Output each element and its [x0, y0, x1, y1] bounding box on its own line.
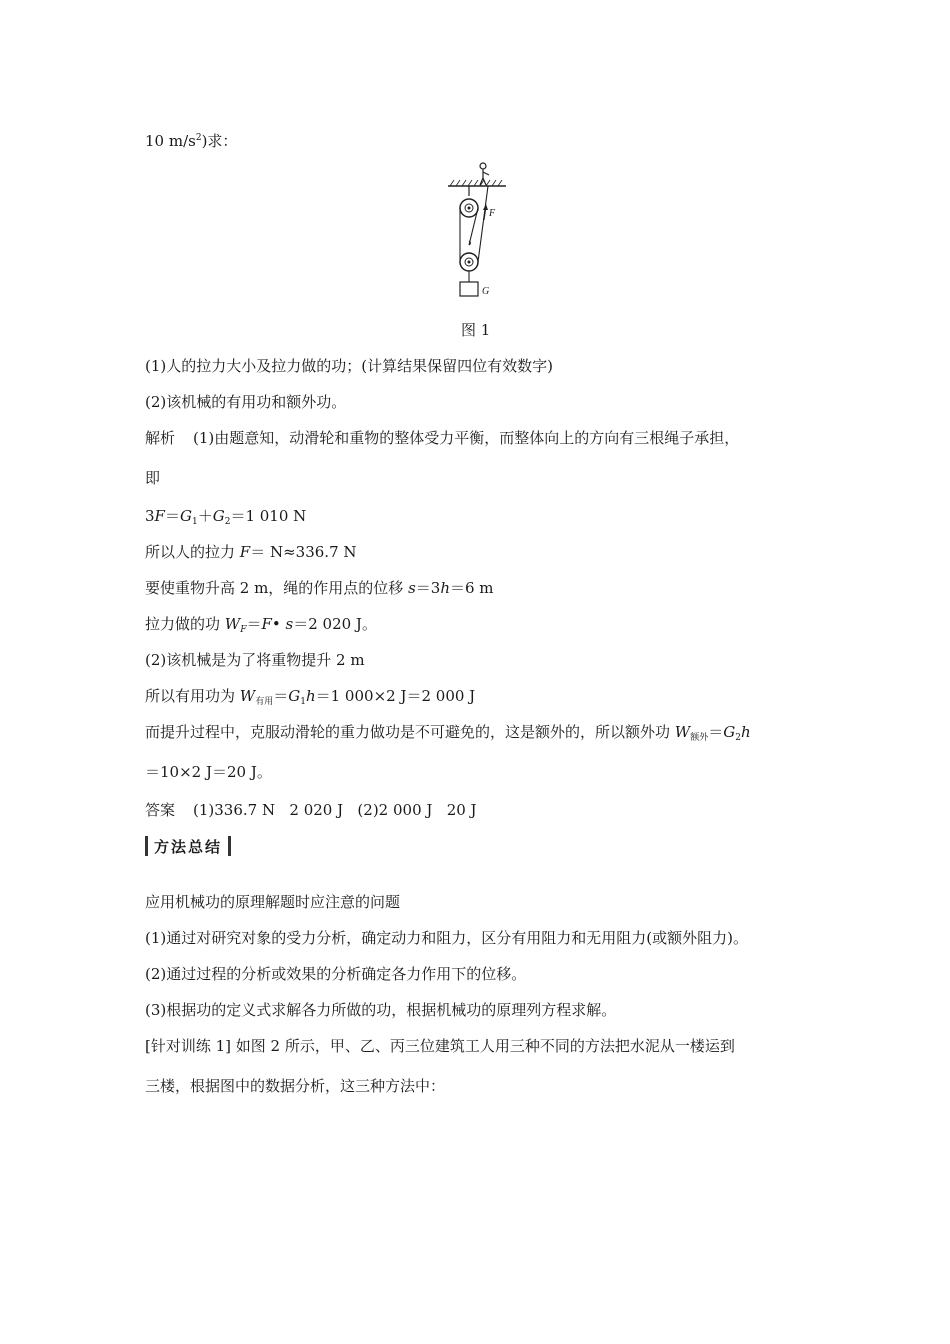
training-line-2: 三楼，根据图中的数据分析，这三种方法中：	[145, 1077, 446, 1095]
eq-part: G	[179, 507, 192, 525]
eq-part: ＝3	[415, 579, 441, 597]
eq-sub: 有用	[255, 697, 274, 707]
eq-part: 而提升过程中，克服动滑轮的重力做功是不可避免的，这是额外的，所以额外功	[145, 723, 675, 741]
eq-part: h	[305, 687, 316, 705]
answer-text: (1)336.7 N 2 020 J (2)2 000 J 20 J	[193, 801, 477, 819]
section-title: 方法总结	[154, 837, 223, 856]
analysis-text: (1)由题意知，动滑轮和重物的整体受力平衡，而整体向上的方向有三根绳子承担，	[193, 429, 740, 447]
section-bar-right	[228, 836, 231, 856]
eq-part: 3	[145, 507, 155, 525]
eq-part: h	[440, 579, 450, 597]
eq-part: •	[271, 615, 286, 633]
eq-sub: 额外	[690, 733, 709, 743]
equation-6	[145, 722, 751, 748]
eq-part: W	[224, 615, 241, 633]
eq-part: ＝	[273, 687, 289, 705]
eq-part: 所以有用功为	[145, 687, 240, 705]
section-bar-left	[145, 836, 148, 856]
equation-5	[145, 686, 475, 712]
analysis-para-1	[145, 428, 739, 448]
eq-part: G	[723, 723, 736, 741]
question-1: (1)人的拉力大小及拉力做的功；(计算结果保留四位有效数字)	[145, 357, 553, 375]
section-header	[145, 834, 231, 858]
eq-part: ＝	[164, 507, 180, 525]
equation-6-cont: ＝10×2 J＝20 J。	[145, 763, 272, 781]
training-line-1: [针对训练 1] 如图 2 所示，甲、乙、丙三位建筑工人用三种不同的方法把水泥从一楼运到	[145, 1037, 735, 1055]
eq-part: 所以人的拉力	[145, 543, 240, 561]
answer-label: 答案	[145, 801, 176, 819]
eq-part: 拉力做的功	[145, 615, 225, 633]
answer-line	[145, 800, 477, 820]
eq-part: F	[154, 507, 165, 525]
eq-sub: 1	[300, 697, 306, 707]
eq-part: ＝2 020 J。	[293, 615, 377, 633]
eq-part: G	[212, 507, 225, 525]
method-line-3: (3)根据功的定义式求解各力所做的功，根据机械功的原理列方程求解。	[145, 1001, 617, 1019]
person-icon	[480, 163, 489, 185]
method-line-2: (2)通过过程的分析或效果的分析确定各力作用下的位移。	[145, 965, 527, 983]
eq-part: ＝6 m	[450, 579, 494, 597]
equation-1	[145, 506, 306, 532]
eq-part: s	[285, 615, 294, 633]
method-line-0: 应用机械功的原理解题时应注意的问题	[145, 893, 401, 911]
eq-part: ＝1 010 N	[230, 507, 307, 525]
eq-part: h	[740, 723, 751, 741]
question-2: (2)该机械的有用功和额外功。	[145, 393, 347, 411]
label-F: F	[489, 208, 496, 219]
eq-sub: F	[240, 625, 247, 635]
eq-part: ＝	[708, 723, 724, 741]
intro-line	[145, 128, 237, 151]
intro-text: 10 m/s	[145, 132, 196, 150]
equation-4	[145, 614, 377, 640]
eq-part: W	[239, 687, 256, 705]
intro-sup: 2	[195, 133, 202, 143]
analysis-para-2: (2)该机械是为了将重物提升 2 m	[145, 651, 365, 669]
eq-sub: 1	[191, 517, 198, 527]
weight-block	[460, 282, 478, 296]
label-G: G	[482, 286, 490, 297]
eq-part: W	[674, 723, 691, 741]
analysis-label: 解析	[145, 429, 176, 447]
equation-2	[145, 542, 357, 562]
eq-part: ＝1 000×2 J＝2 000 J	[315, 687, 476, 705]
eq-part: ＝ N≈336.7 N	[250, 543, 357, 561]
pulley-diagram	[440, 158, 530, 303]
pulley-figure	[440, 158, 530, 303]
equation-3	[145, 578, 494, 598]
figure-caption: 图 1	[461, 321, 491, 339]
eq-part: G	[288, 687, 301, 705]
eq-sub: 2	[735, 733, 741, 743]
eq-part: F	[261, 615, 272, 633]
method-line-1: (1)通过对研究对象的受力分析，确定动力和阻力，区分有用阻力和无用阻力(或额外阻力)。	[145, 929, 748, 947]
eq-part: ＝	[246, 615, 262, 633]
eq-sub: 2	[224, 517, 231, 527]
eq-part: 要使重物升高 2 m，绳的作用点的位移	[145, 579, 409, 597]
eq-part: ＋	[197, 507, 213, 525]
eq-part: s	[408, 579, 416, 597]
eq-part: F	[239, 543, 251, 561]
intro-text-end: )求：	[201, 132, 238, 150]
analysis-para-1b: 即	[145, 469, 161, 487]
